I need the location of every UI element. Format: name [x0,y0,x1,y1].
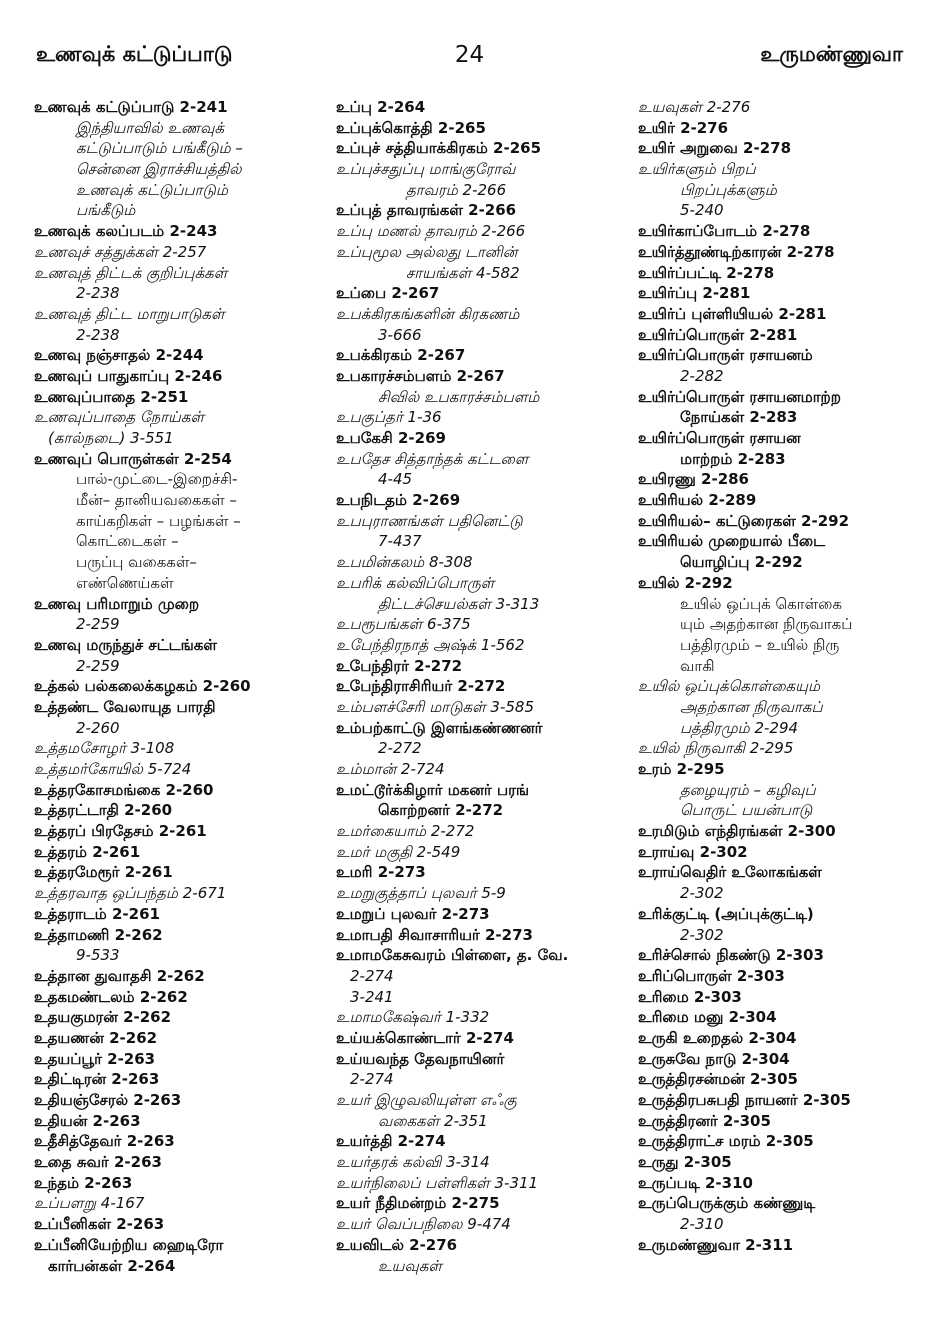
index-entry-line: உபரிக் கல்விப்பொருள் [336,573,495,592]
index-subentry-line: கட்டுப்பாடும் பங்கீடும் – [76,139,243,158]
index-entry-line: உராய்வெதிர் உலோகங்கள் [638,863,822,882]
index-subentry-line: சென்னை இராச்சியத்தில் [76,160,242,179]
index-subentry-line: பொருட் பயன்பாடு [680,801,813,820]
index-entry-line: உத்தாமணி 2-262 [34,925,163,944]
index-entry-line: உத்தரவாத ஒப்பந்தம் 2-671 [34,884,227,903]
index-subentry-line: பால்-முட்டை-இறைச்சி- [76,470,238,489]
index-entry-line: உயிரியல் 2-289 [638,491,757,510]
index-subentry-line: கார்பன்கள் 2-264 [48,1256,176,1275]
index-entry-line: உப்பை 2-267 [336,284,440,303]
index-entry-line: உப்புக்கொத்தி 2-265 [336,118,486,137]
index-subentry-line: மாற்றம் 2-283 [680,449,786,468]
index-subentry-line: கொற்றனர் 2-272 [378,801,504,820]
index-entry-line: உருசுவே நாடு 2-304 [638,1049,790,1068]
index-entry-line: உபேந்திரர் 2-272 [336,656,463,675]
index-subentry-line: யொழிப்பு 2-292 [680,553,803,572]
index-entry-line: உப்புச் சத்தியாக்கிரகம் 2-265 [336,139,542,158]
index-entry-line: உம்மான் 2-724 [336,760,445,778]
index-entry-line: உத்கல் பல்கலைக்கழகம் 2-260 [34,677,251,696]
index-entry-line: உயிரியல்– கட்டுரைகள் 2-292 [638,511,850,530]
index-entry-line: உதயப்பூர் 2-263 [34,1049,156,1068]
index-entry-line: உதயணன் 2-262 [34,1028,158,1047]
index-entry-line: உத்தரமேரூர் 2-261 [34,863,173,882]
index-entry-line: உரிக்குட்டி (அப்புக்குட்டி) [638,904,814,923]
index-entry-line: உயர்நிலைப் பள்ளிகள் 3-311 [336,1173,539,1192]
index-entry-line: உத்தரம் 2-261 [34,842,141,861]
header-first-entry: உணவுக் கட்டுப்பாடு [36,42,233,66]
index-entry-line: உயிர்களும் பிறப் [638,160,756,179]
index-entry-line: உயர்தரக் கல்வி 3-314 [336,1153,490,1172]
index-entry-line: உருமண்ணுவா 2-311 [638,1235,794,1254]
index-entry-line: உம்பற்காட்டு இளங்கண்ணனர் [336,718,543,737]
index-entry-line: உமறுகுத்தாப் புலவர் 5-9 [336,884,506,903]
index-entry-line: உருத்திராட்ச மரம் 2-305 [638,1132,814,1151]
index-entry-line: உயிர்ப்பொருள் 2-281 [638,325,798,344]
index-entry-line: உபேந்திராசிரியர் 2-272 [336,677,506,696]
index-entry-line: உருகி உறைதல் 2-304 [638,1028,797,1047]
index-subentry-line: எண்ணெய்கள் [76,573,174,592]
index-subentry-line: 9-533 [76,946,120,965]
index-entry-line: உதகமண்டலம் 2-262 [34,987,188,1006]
index-entry-line: உமட்டூர்க்கிழார் மகனர் பரங் [336,780,530,799]
index-entry-line: உராய்வு 2-302 [638,842,748,861]
index-entry-line: உரிச்சொல் நிகண்டு 2-303 [638,946,824,965]
index-subentry-line: நோய்கள் 2-283 [680,408,798,427]
index-entry-line: உம்பளச்சேரி மாடுகள் 3-585 [336,697,534,716]
index-entry-line: உயிர்த்தூண்டிற்காரன் 2-278 [638,242,835,261]
index-entry-line: உயர் இழுவலியுள்ள எஃகு [336,1091,517,1109]
index-entry-line: உபதேச சித்தாந்தக் கட்டளை [336,449,529,468]
index-entry-line: உணவுப்பாதை நோய்கள் [34,408,205,427]
index-subentry-line: 2-238 [76,284,120,303]
index-subentry-line: காய்கறிகள் – பழங்கள் – [76,511,241,530]
index-entry-line: உணவுப்பாதை 2-251 [34,387,189,406]
index-entry-line: உரிமை 2-303 [638,987,742,1006]
index-entry-line: உருப்பெருக்கும் கண்ணுடி [638,1194,816,1213]
index-entry-line: உயிர் அறுவை 2-278 [638,139,792,158]
index-subentry-line: பத்திரமும் – உயில் நிரு [680,635,840,654]
index-entry-line: உயிர்ப் புள்ளியியல் 2-281 [638,304,827,323]
index-entry-line: உபரூபங்கள் 6-375 [336,615,471,634]
index-subentry-line: 2-274 [350,966,394,985]
index-entry-line: உதியன் 2-263 [34,1111,141,1130]
index-subentry-line: 2-274 [350,1070,394,1089]
index-subentry-line: 5-240 [680,201,724,220]
index-entry-line: உபகேசி 2-269 [336,429,446,447]
index-subentry-line: யும் அதற்கான நிருவாகப் [680,615,853,634]
index-entry-line: உய்யவந்த தேவநாயினர் [336,1049,505,1068]
index-entry-line: உயிர்ப்பு 2-281 [638,284,751,303]
index-subentry-line: 2-260 [76,718,120,737]
index-entry-line: உயர் நீதிமன்றம் 2-275 [336,1194,500,1213]
index-entry-line: உருது 2-305 [638,1153,732,1172]
index-entry-line: உணவு மருந்துச் சட்டங்கள் [34,635,217,654]
index-entry-line: உயிர்ப்பட்டி 2-278 [638,263,775,282]
index-entry-line: உயிரியல் முறையால் பீடை [638,532,826,551]
index-subentry-line: 4-45 [378,470,413,489]
header-last-entry: உருமண்ணுவா [760,42,903,66]
index-entry-line: உதயகுமரன் 2-262 [34,1008,172,1027]
index-entry-line: உயவுகள் 2-276 [638,98,751,116]
index-entry-line: உருத்திரசன்மன் 2-305 [638,1070,798,1089]
index-subentry-line: இந்தியாவில் உணவுக் [76,118,225,137]
index-entry-line: உயிர் 2-276 [638,118,729,137]
index-entry-line: உத்தமர்கோயில் 5-724 [34,760,192,778]
index-entry-line: உணவு நஞ்சாதல் 2-244 [34,346,204,365]
index-subentry-line: 7-437 [378,532,422,551]
index-entry-line: உயிர்ப்பொருள் ரசாயன [638,429,801,447]
index-entry-line: உந்தம் 2-263 [34,1173,133,1192]
index-entry-line: உமாமகேஷ்வர் 1-332 [336,1008,490,1027]
index-entry-line: உத்தரகோசமங்கை 2-260 [34,780,214,799]
index-entry-line: உமர்கையாம் 2-272 [336,822,475,841]
index-subentry-line: 2-238 [76,325,120,344]
index-entry-line: உயில் நிருவாகி 2-295 [638,739,794,758]
index-subentry-line: உயில் ஒப்புக் கொள்கை [680,594,842,613]
index-entry-line: உரிமை மனு 2-304 [638,1008,777,1027]
index-subentry-line: சிவில் உபகாரச்சம்பளம் [378,387,540,406]
index-entry-line: உத்தரட்டாதி 2-260 [34,801,173,820]
index-subentry-line: பத்திரமும் 2-294 [680,718,799,737]
index-entry-line: உணவுப் பாதுகாப்பு 2-246 [34,366,223,385]
index-entry-line: உருத்திரபசுபதி நாயனர் 2-305 [638,1091,851,1109]
index-entry-line: உப்பு 2-264 [336,98,426,116]
index-subentry-line: 2-282 [680,366,724,385]
index-column-3 [638,97,928,1256]
index-subentry-line: 2-310 [680,1215,724,1234]
index-subentry-line: 2-259 [76,656,120,675]
index-entry-line: உயில் ஒப்புக்கொள்கையும் [638,677,821,696]
index-entry-line: உயர்த்தி 2-274 [336,1132,446,1151]
index-entry-line: உபக்கிரகங்களின் கிரகணம் [336,304,520,323]
index-entry-line: உதிட்டிரன் 2-263 [34,1070,160,1089]
index-entry-line: உணவுப் பொருள்கள் 2-254 [34,449,232,468]
index-entry-line: உத்தரப் பிரதேசம் 2-261 [34,822,207,841]
index-entry-line: உயிர்ப்பொருள் ரசாயனம் [638,346,813,365]
index-entry-line: உப்புமூல அல்லது டானின் [336,242,518,261]
index-entry-line: உருத்திரனர் 2-305 [638,1111,771,1130]
index-subentry-line: வகைகள் 2-351 [378,1111,488,1130]
index-entry-line: உமரி 2-273 [336,863,426,882]
index-subentry-line: பருப்பு வகைகள்– [76,553,197,572]
index-subentry-line: தாவரம் 2-266 [406,180,507,199]
index-entry-line: உபகுப்தர் 1-36 [336,408,442,427]
index-subentry-line: சாயங்கள் 4-582 [406,263,520,282]
index-subentry-line: பங்கீடும் [76,201,136,220]
index-entry-line: உத்தராடம் 2-261 [34,904,160,923]
index-entry-line: உயில் 2-292 [638,573,733,592]
index-subentry-line: கொட்டைகள் – [76,532,179,551]
index-entry-line: உத்தான துவாதசி 2-262 [34,966,205,985]
index-entry-line: உரம் 2-295 [638,760,725,778]
index-entry-line: உப்பீனிகள் 2-263 [34,1215,165,1234]
index-subentry-line: (கால்நடை) 3-551 [48,429,174,447]
index-entry-line: உணவுத் திட்ட மாறுபாடுகள் [34,304,225,323]
index-entry-line: உணவு பரிமாறும் முறை [34,594,200,613]
index-entry-line: உபமின்கலம் 8-308 [336,553,473,572]
index-subentry-line: உயவுகள் [378,1256,442,1275]
index-entry-line: உதியஞ்சேரல் 2-263 [34,1091,182,1109]
index-entry-line: உபநிடதம் 2-269 [336,491,461,510]
index-entry-line: உதை சுவர் 2-263 [34,1153,162,1172]
index-entry-line: உயிர்ப்பொருள் ரசாயனமாற்ற [638,387,841,406]
index-entry-line: உப்பளறு 4-167 [34,1194,145,1213]
index-entry-line: உயர் வெப்பநிலை 9-474 [336,1215,511,1234]
index-entry-line: உப்பு மணல் தாவரம் 2-266 [336,222,526,241]
index-subentry-line: அதற்கான நிருவாகப் [680,697,823,716]
index-entry-line: உபக்கிரகம் 2-267 [336,346,466,365]
index-entry-line: உத்தண்ட வேலாயுத பாரதி [34,697,216,716]
index-subentry-line: மீன்– தானியவகைகள் – [76,491,237,510]
index-entry-line: உமாமகேசுவரம் பிள்ளை, த. வே. [336,946,569,965]
index-subentry-line: 3-241 [350,987,394,1006]
index-entry-line: உப்பீனியேற்றிய ஹைடிரோ [34,1235,224,1254]
index-subentry-line: தழையுரம் – கழிவுப் [680,780,816,799]
index-entry-line: உயிர்காப்போடம் 2-278 [638,222,811,241]
index-entry-line: உமறுப் புலவர் 2-273 [336,904,490,923]
index-entry-line: உணவுக் கட்டுப்பாடு 2-241 [34,98,228,116]
index-entry-line: உமர் மகுதி 2-549 [336,842,461,861]
index-entry-line: உயவிடல் 2-276 [336,1235,458,1254]
index-entry-line: உப்புச்சதுப்பு மாங்குரோவ் [336,160,516,179]
index-subentry-line: 2-302 [680,925,724,944]
index-entry-line: உரமிடும் எந்திரங்கள் 2-300 [638,822,836,841]
index-entry-line: உணவுத் திட்டக் குறிப்புக்கள் [34,263,228,282]
index-subentry-line: 2-272 [378,739,422,758]
index-entry-line: உதீசித்தேவர் 2-263 [34,1132,175,1151]
index-entry-line: உரிப்பொருள் 2-303 [638,966,785,985]
index-entry-line: உபேந்திரநாத் அஷ்க் 1-562 [336,635,525,654]
index-subentry-line: திட்டச்செயல்கள் 3-313 [378,594,540,613]
index-entry-line: உப்புத் தாவரங்கள் 2-266 [336,201,517,220]
index-subentry-line: 2-302 [680,884,724,903]
index-subentry-line: வாகி [680,656,715,675]
index-entry-line: உய்யக்கொண்டார் 2-274 [336,1028,514,1047]
index-entry-line: உபபுராணங்கள் பதினெட்டு [336,511,523,530]
index-column-2 [336,97,626,1276]
index-entry-line: உத்தமசோழர் 3-108 [34,739,175,758]
index-subentry-line: பிறப்புக்களும் [680,180,777,199]
index-entry-line: உருப்படி 2-310 [638,1173,753,1192]
index-entry-line: உமாபதி சிவாசாரியர் 2-273 [336,925,533,944]
index-entry-line: உயிரணு 2-286 [638,470,749,489]
index-subentry-line: உணவுக் கட்டுப்பாடும் [76,180,228,199]
index-subentry-line: 2-259 [76,615,120,634]
index-entry-line: உபகாரச்சம்பளம் 2-267 [336,366,505,385]
index-column-1 [34,97,329,1276]
page-number: 24 [454,42,485,68]
index-entry-line: உணவுக் கலப்படம் 2-243 [34,222,218,241]
index-entry-line: உணவுச் சத்துக்கள் 2-257 [34,242,207,261]
page-header [36,42,903,76]
index-subentry-line: 3-666 [378,325,422,344]
